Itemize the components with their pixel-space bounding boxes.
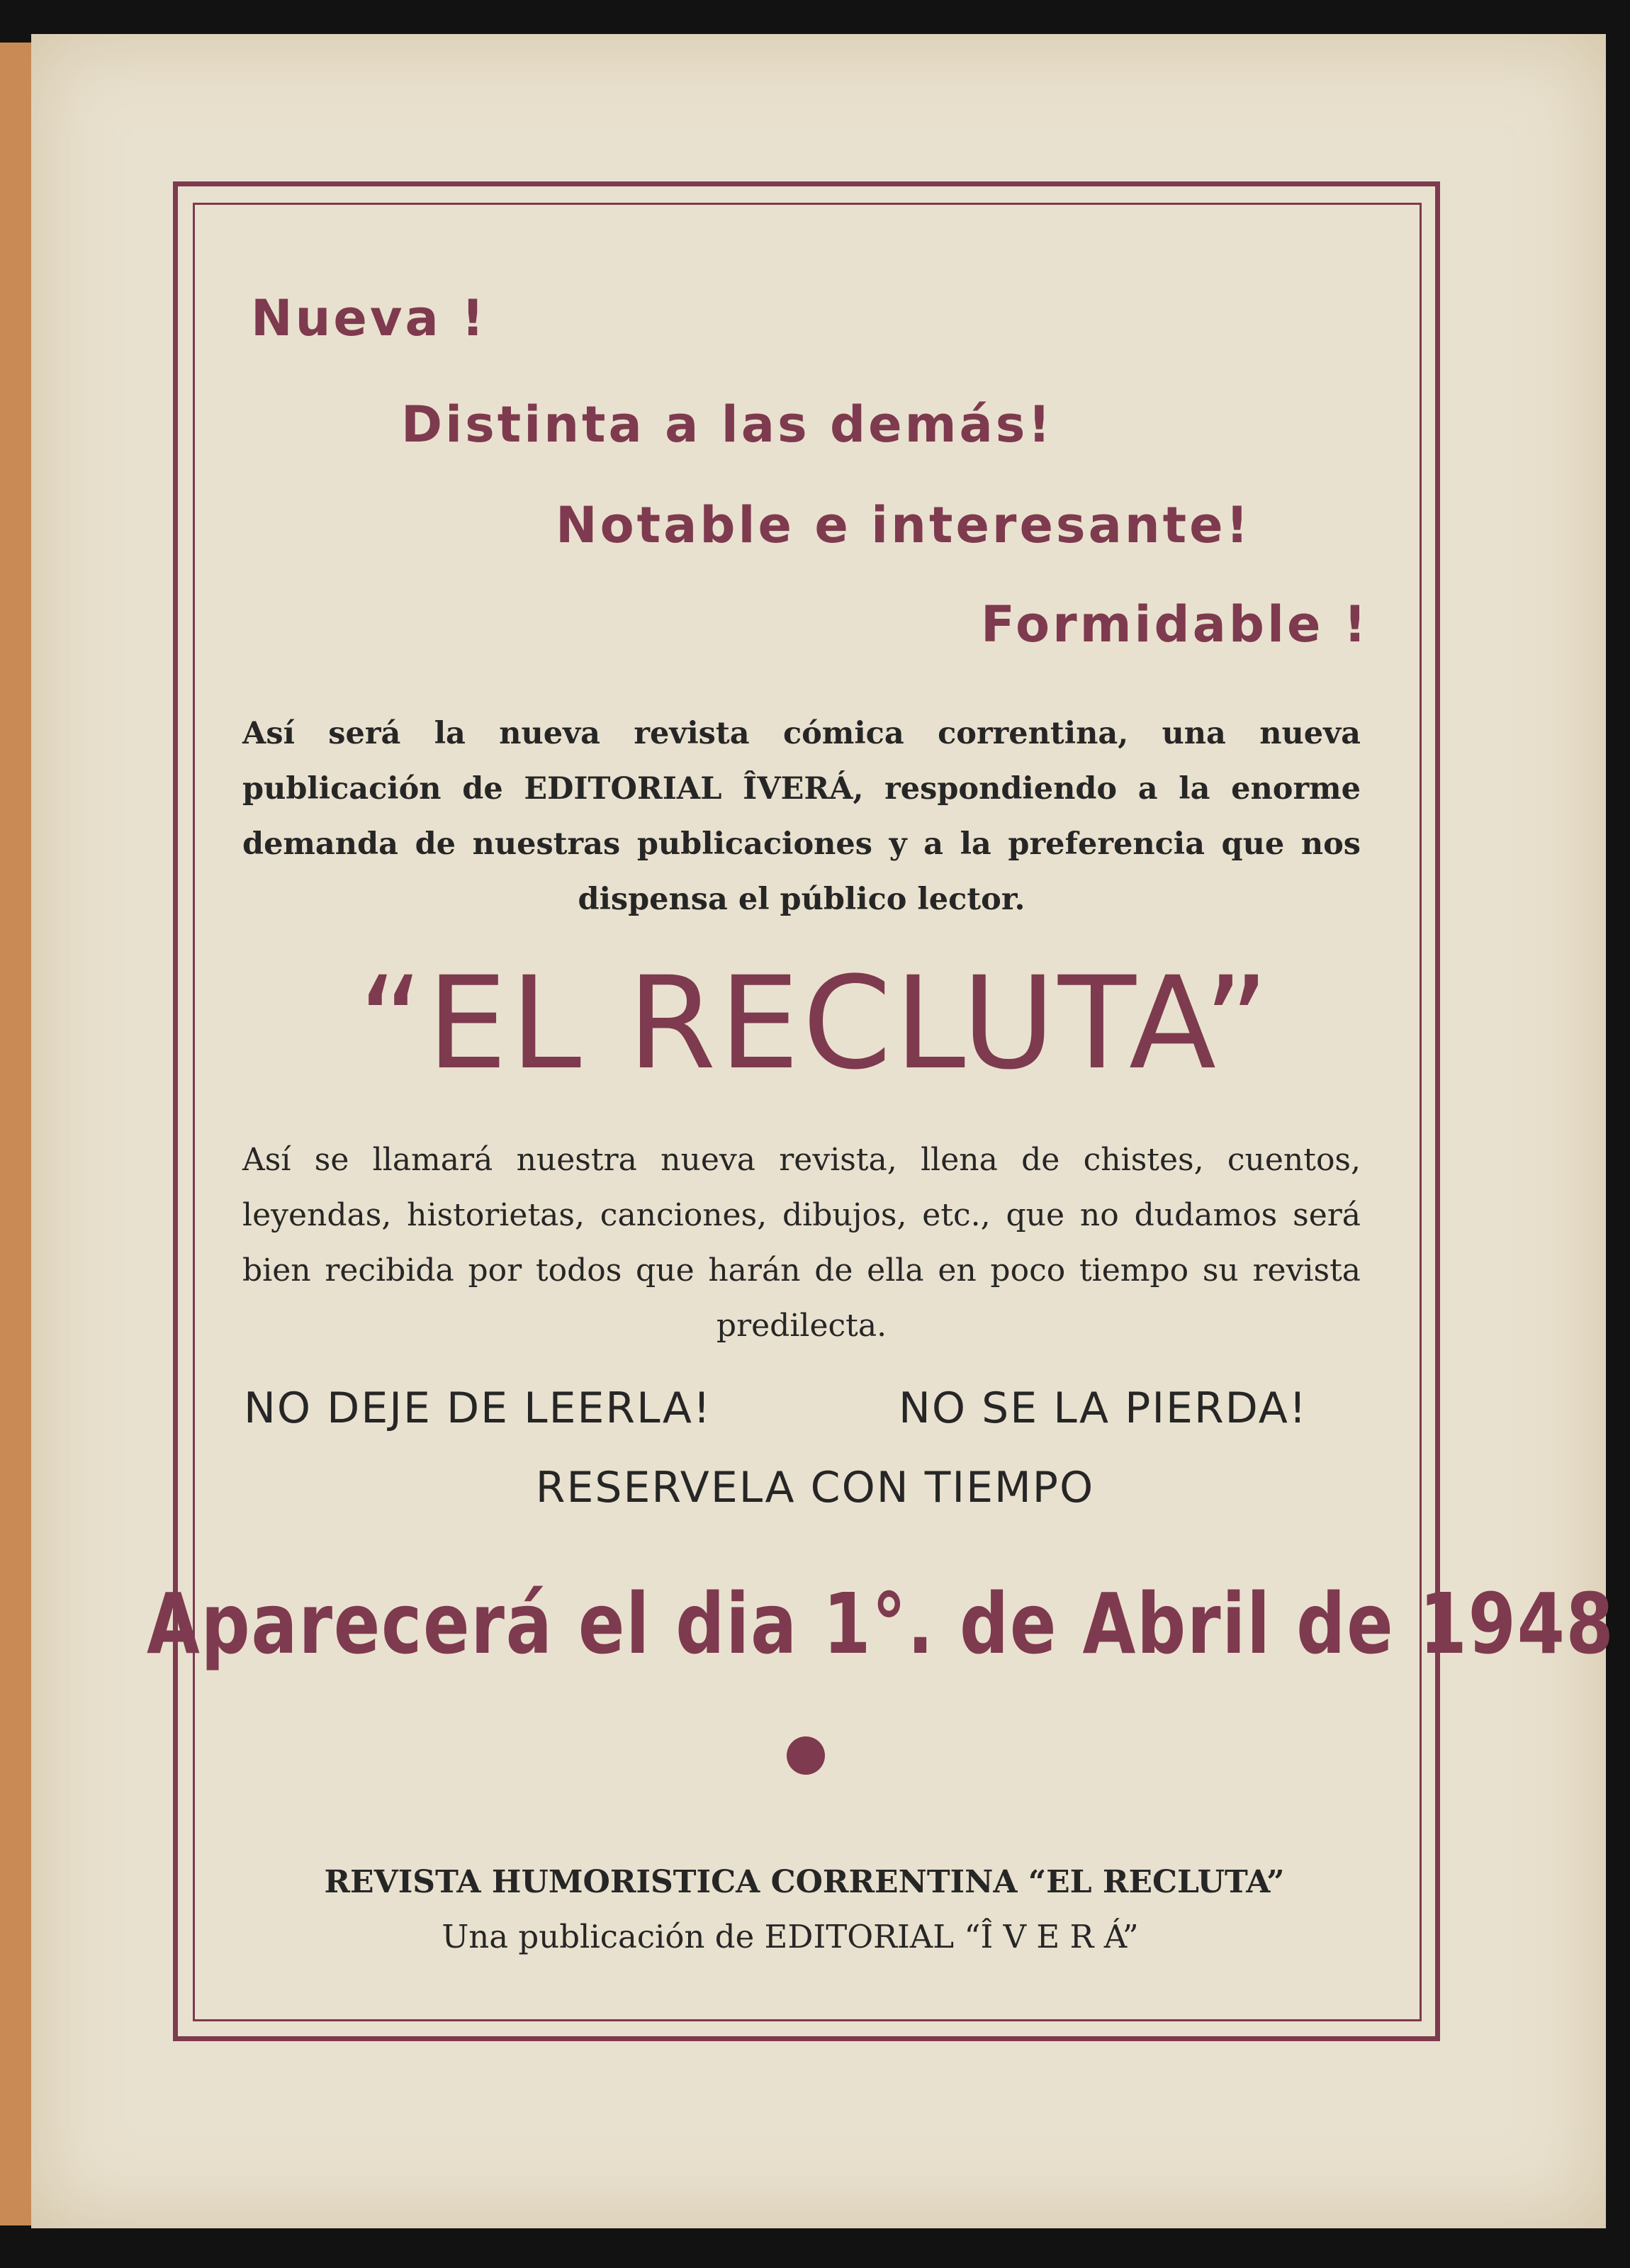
- cta-reserve: RESERVELA CON TIEMPO: [535, 1463, 1095, 1512]
- headline-nueva: Nueva !: [251, 289, 488, 347]
- bullet-dot: [787, 1736, 825, 1775]
- headline-formidable: Formidable !: [981, 595, 1369, 653]
- cta-dont-miss: NO SE LA PIERDA!: [899, 1383, 1308, 1433]
- description-paragraph: Así se llamará nuestra nueva revista, llena de chistes, cuentos, leyendas, historietas, canciones, dibujos, etc., que no dudamos será bien recibida por todos que harán de ella en poco tiempo su revista predilecta.: [242, 1142, 1361, 1344]
- intro-paragraph: Así será la nueva revista cómica correntina, una nueva publicación de EDITORIAL ÎVERÁ, respondiendo a la enorme demanda de nuestras publicaciones y a la preferencia que nos dispensa el público lector.: [242, 716, 1361, 917]
- cta-read-it: NO DEJE DE LEERLA!: [244, 1383, 712, 1433]
- magazine-title: “EL RECLUTA”: [357, 950, 1273, 1098]
- footer-magazine-name: REVISTA HUMORISTICA CORRENTINA “EL RECLUTA”: [324, 1864, 1285, 1900]
- footer-publisher: Una publicación de EDITORIAL “Î V E R Á”: [442, 1918, 1139, 1955]
- release-date: Aparecerá el dia 1°. de Abril de 1948: [147, 1575, 1615, 1673]
- headline-notable: Notable e interesante!: [556, 496, 1252, 554]
- headline-distinta: Distinta a las demás!: [401, 395, 1054, 454]
